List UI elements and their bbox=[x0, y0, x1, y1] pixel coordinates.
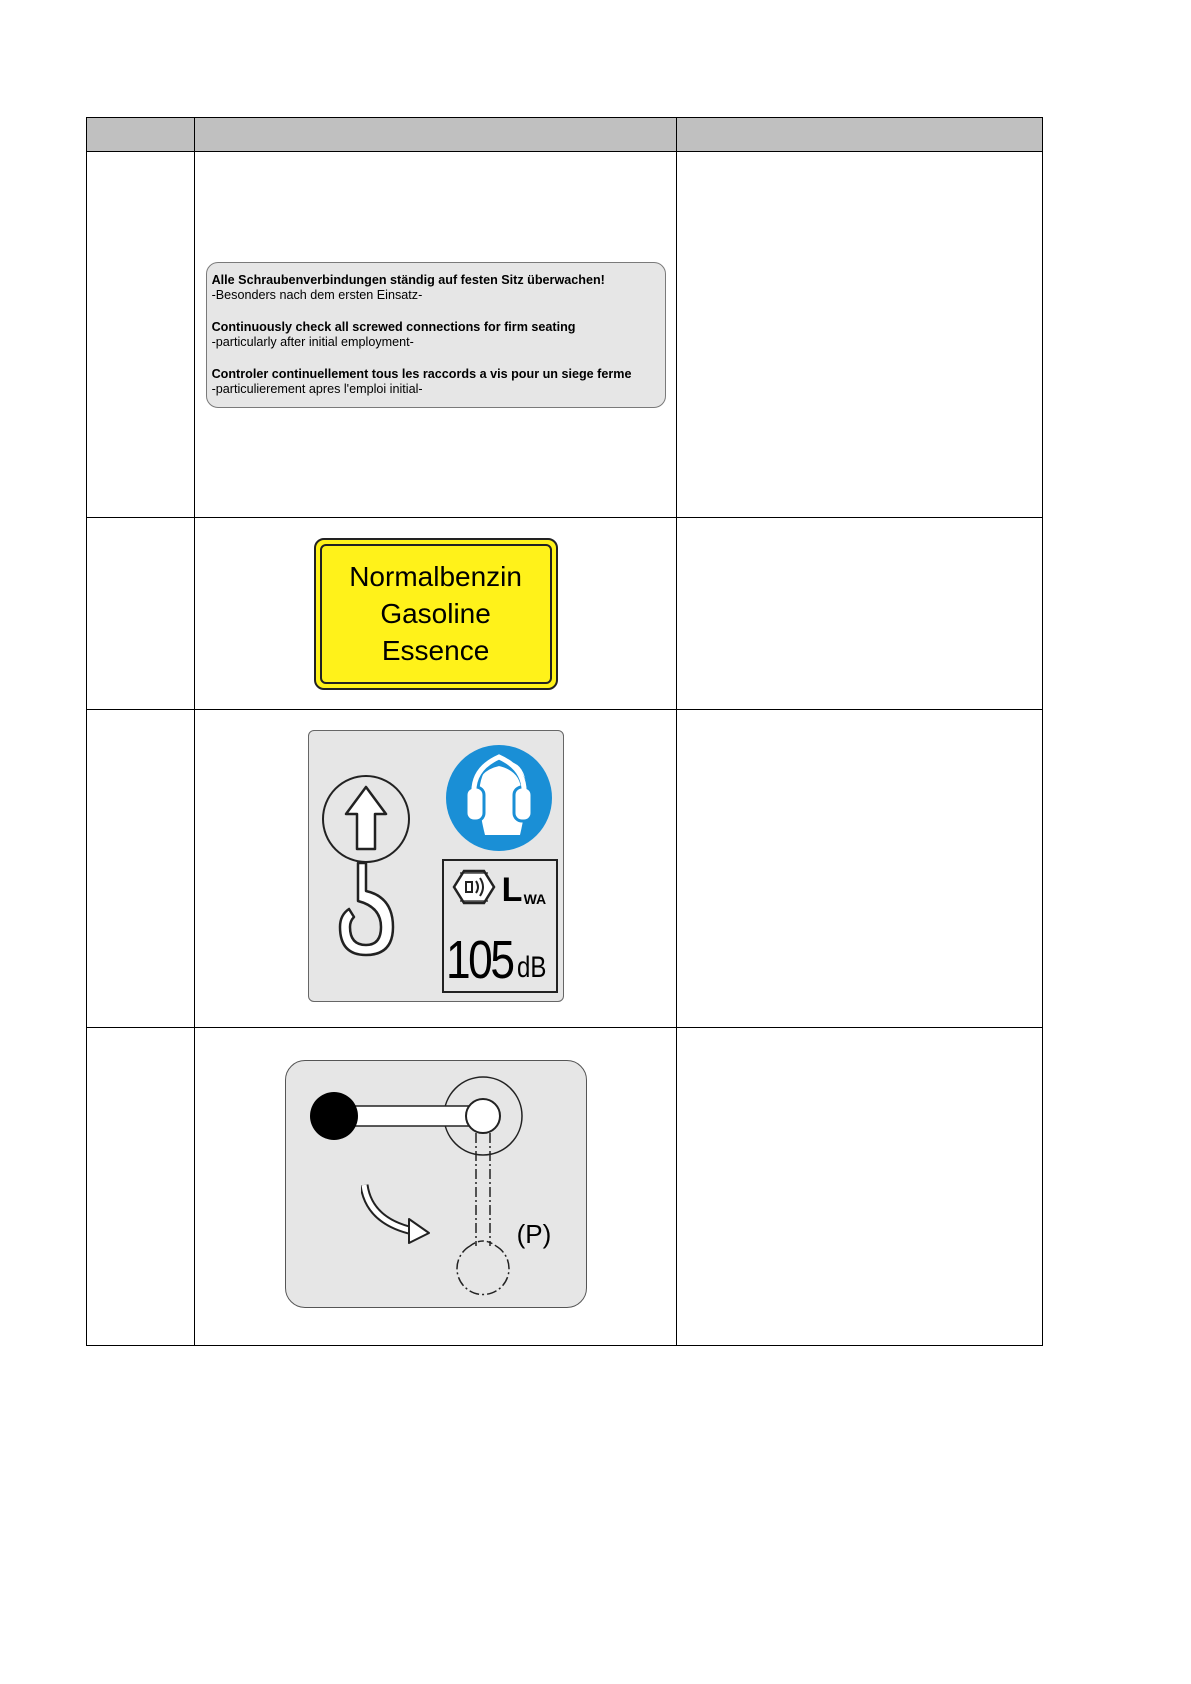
description-cell bbox=[676, 1028, 1042, 1346]
description-cell bbox=[676, 518, 1042, 710]
sticker-subtext-fr: -particulierement apres l'emploi initial- bbox=[211, 381, 423, 396]
row-number-cell bbox=[87, 710, 195, 1028]
sticker-image-cell bbox=[195, 1028, 677, 1346]
row-number-cell bbox=[87, 518, 195, 710]
parking-brake-sticker bbox=[285, 1060, 587, 1308]
fuel-sticker bbox=[314, 538, 558, 690]
description-cell bbox=[676, 152, 1042, 518]
lwa-subscript: WA bbox=[523, 891, 547, 907]
table-row bbox=[87, 710, 1043, 1028]
sound-level-value: 105 bbox=[445, 930, 513, 990]
fuel-label-fr: Essence bbox=[381, 635, 490, 666]
sticker-image-cell bbox=[195, 518, 677, 710]
sticker-text-en: Continuously check all screwed connections for firm seating bbox=[211, 319, 576, 334]
sticker-subtext-de: -Besonders nach dem ersten Einsatz- bbox=[211, 287, 423, 302]
park-symbol: (P) bbox=[516, 1219, 552, 1249]
row-number-cell bbox=[87, 152, 195, 518]
sticker-text-fr: Controler continuellement tous les raccords a vis pour un siege ferme bbox=[211, 366, 632, 381]
fuel-label-en: Gasoline bbox=[380, 598, 491, 629]
ear-protection-icon bbox=[444, 743, 554, 853]
sticker-subtext-en: -particularly after initial employment- bbox=[211, 334, 414, 349]
sticker-image-cell bbox=[195, 710, 677, 1028]
sticker-image-cell bbox=[195, 152, 677, 518]
lwa-letter: L bbox=[501, 871, 523, 909]
sound-power-box bbox=[442, 859, 558, 993]
table-row bbox=[87, 152, 1043, 518]
row-number-cell bbox=[87, 1028, 195, 1346]
fuel-label-de: Normalbenzin bbox=[349, 561, 522, 592]
sound-source-icon bbox=[452, 867, 496, 907]
table-header-row bbox=[87, 118, 1043, 152]
table-row bbox=[87, 518, 1043, 710]
lifting-noise-sticker bbox=[308, 730, 564, 1002]
safety-labels-table bbox=[86, 117, 1043, 1346]
table-header-cell bbox=[87, 118, 195, 152]
screw-check-sticker bbox=[206, 262, 666, 408]
description-cell bbox=[676, 710, 1042, 1028]
table-row bbox=[87, 1028, 1043, 1346]
table-header-cell bbox=[676, 118, 1042, 152]
curved-arrow-icon bbox=[361, 1181, 441, 1251]
table-header-cell bbox=[195, 118, 677, 152]
sticker-text-de: Alle Schraubenverbindungen ständig auf festen Sitz überwachen! bbox=[211, 272, 605, 287]
sound-level-unit: dB bbox=[516, 951, 546, 984]
